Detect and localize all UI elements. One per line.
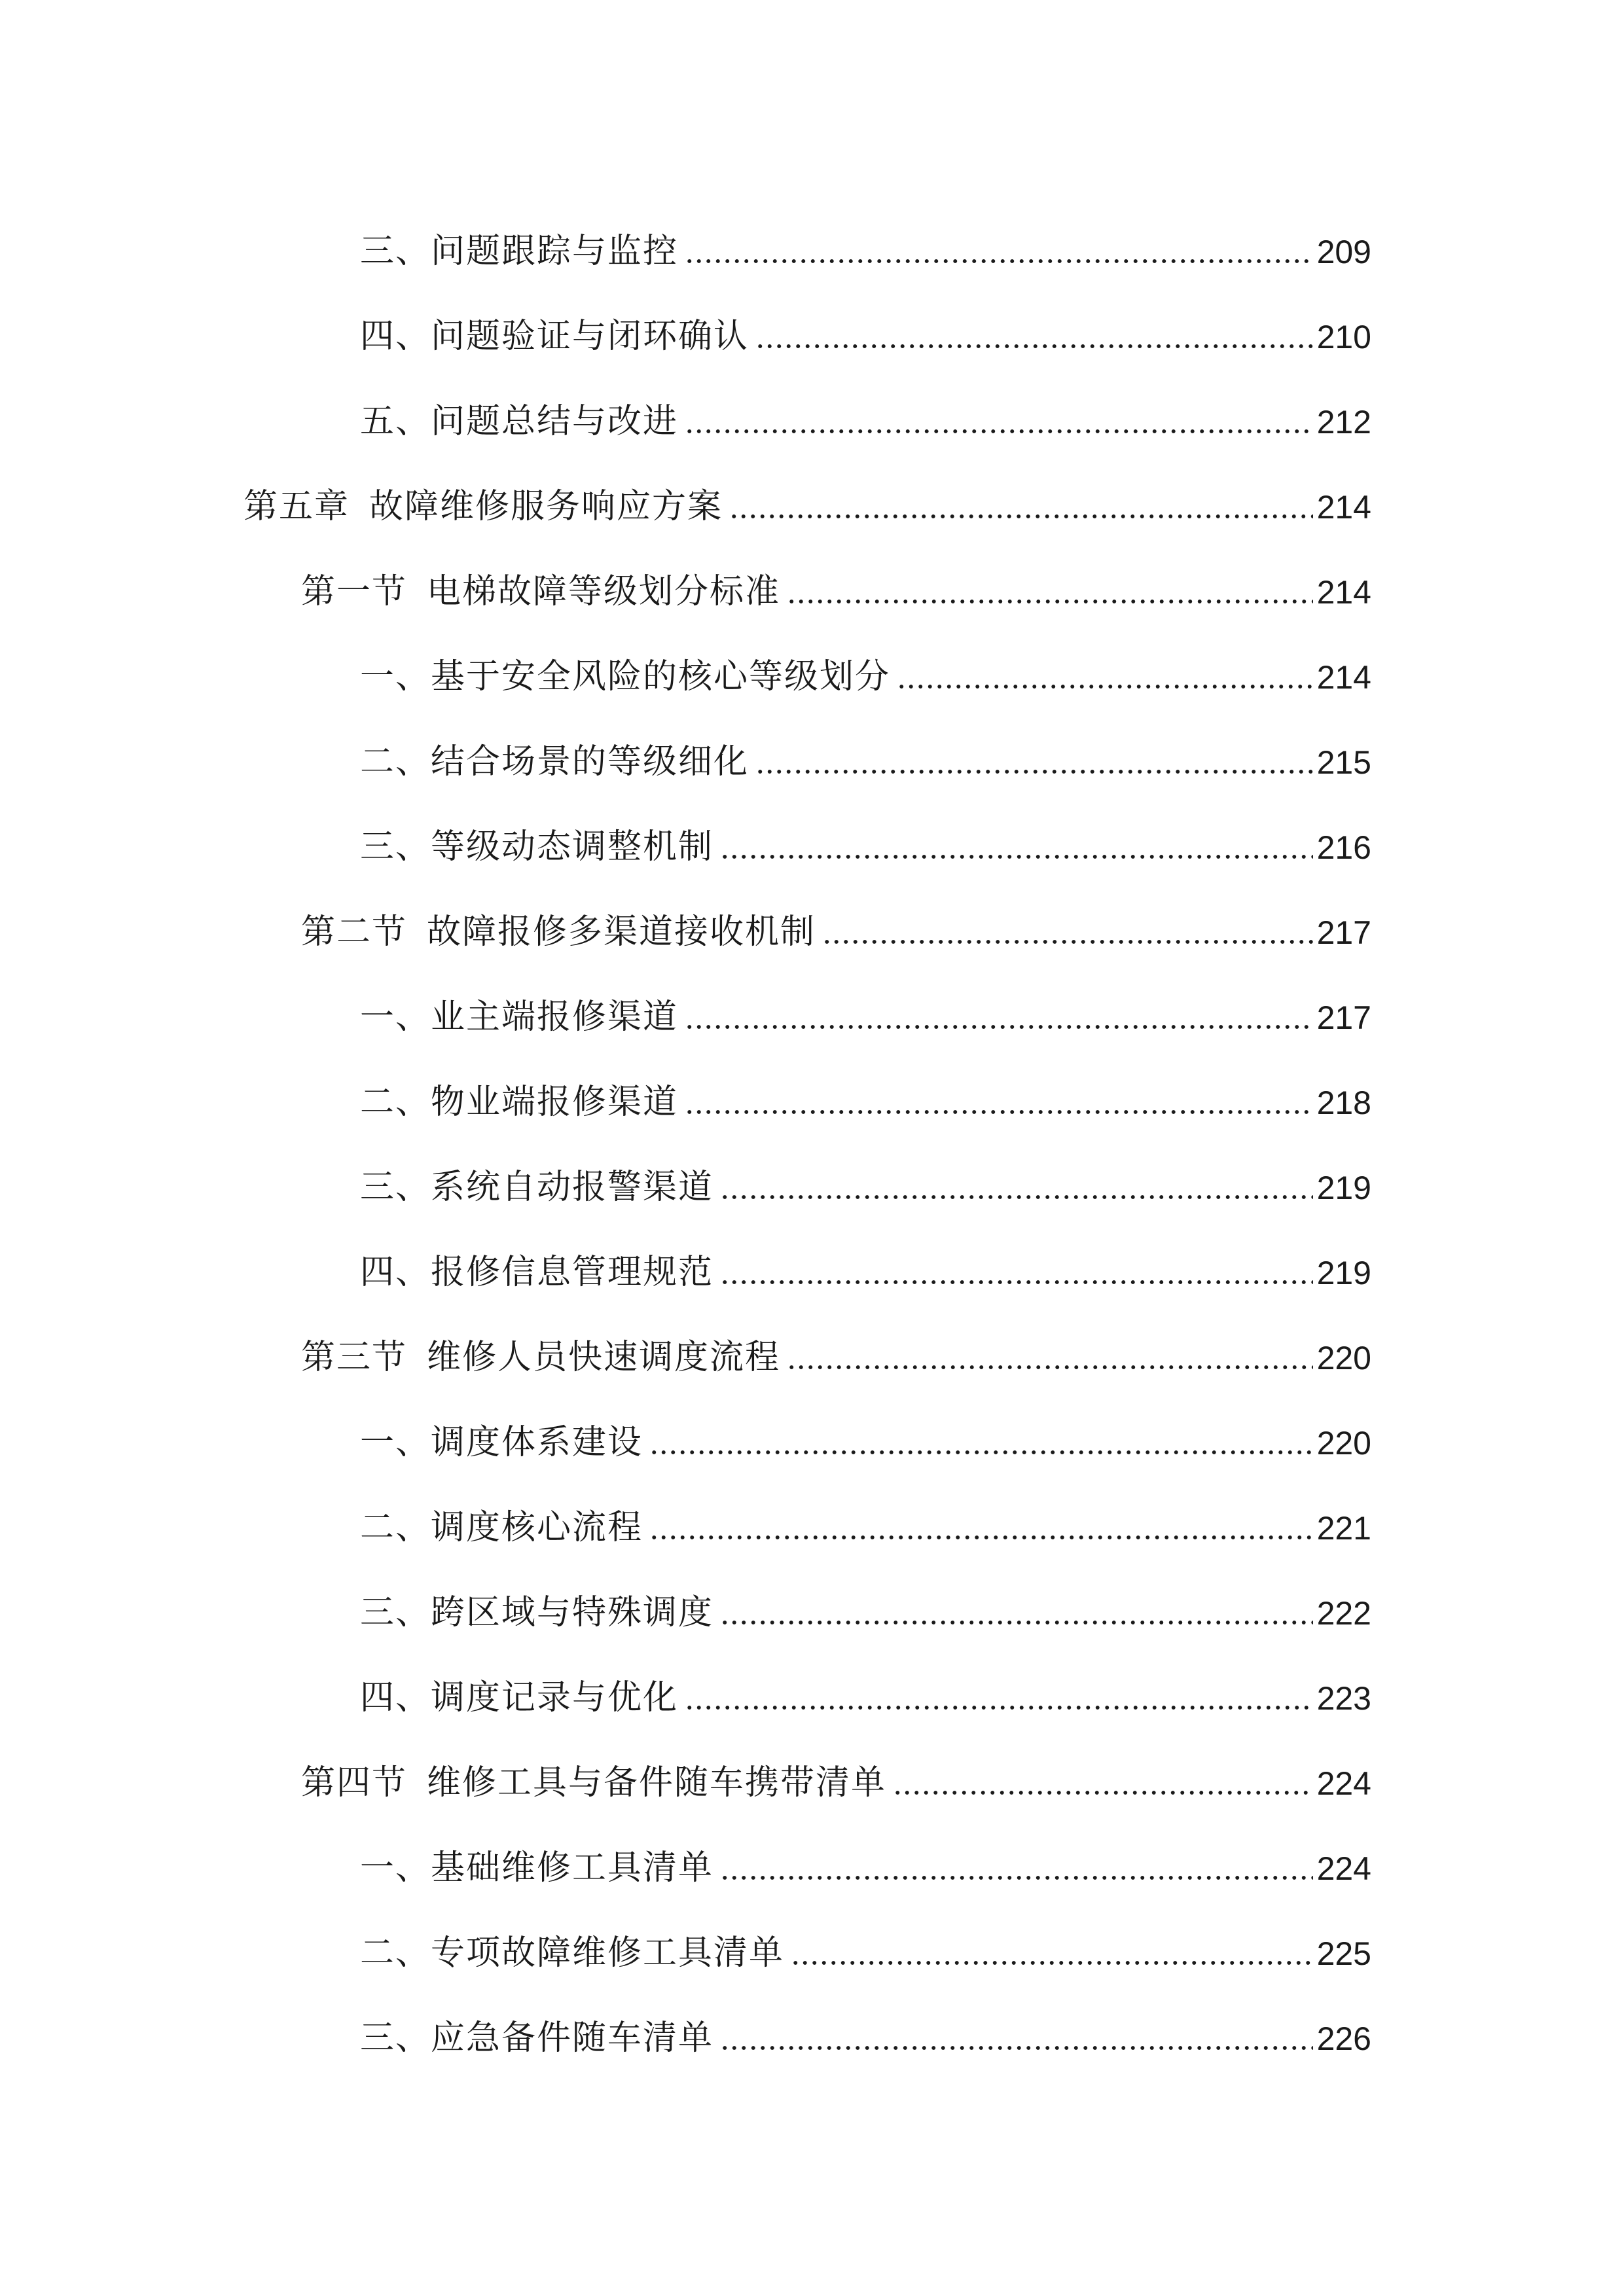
toc-entry-number: 四、 <box>360 1678 431 1717</box>
toc-entry-text: 调度核心流程 <box>431 1508 643 1547</box>
toc-dot-leader <box>893 1789 1313 1796</box>
toc-entry[interactable] <box>360 1820 1371 1888</box>
toc-dot-leader <box>787 1364 1313 1371</box>
toc-entry-text: 业主端报修渠道 <box>431 997 679 1037</box>
toc-page-number: 214 <box>1316 574 1371 611</box>
toc-entry[interactable] <box>360 969 1371 1037</box>
toc-entry-title <box>360 742 755 781</box>
toc-entry-title <box>360 1168 720 1207</box>
toc-page-number: 221 <box>1316 1510 1371 1547</box>
toc-entry-text: 电梯故障等级划分标准 <box>427 572 781 611</box>
toc-entry-text: 物业端报修渠道 <box>431 1083 679 1122</box>
toc-entry-text: 系统自动报警渠道 <box>431 1168 714 1207</box>
toc-dot-leader <box>649 1449 1313 1456</box>
toc-chapter-number: 第五章 <box>244 487 350 526</box>
toc-entry-text: 维修人员快速调度流程 <box>427 1338 781 1377</box>
toc-entry-text: 基础维修工具清单 <box>431 1848 714 1888</box>
toc-dot-leader <box>720 1874 1313 1881</box>
toc-page-number: 215 <box>1316 744 1371 781</box>
toc-dot-leader <box>685 1109 1313 1115</box>
toc-dot-leader <box>755 768 1313 775</box>
toc-entry[interactable] <box>360 1905 1371 1973</box>
toc-page-number: 214 <box>1316 659 1371 696</box>
toc-entry[interactable] <box>360 373 1371 439</box>
toc-section-entry[interactable] <box>301 543 1371 609</box>
toc-entry-title <box>244 487 729 526</box>
toc-entry-text: 调度记录与优化 <box>431 1678 679 1717</box>
toc-dot-leader <box>755 343 1313 350</box>
toc-page-number: 224 <box>1316 1765 1371 1802</box>
toc-page-number: 222 <box>1316 1595 1371 1632</box>
toc-dot-leader <box>720 1619 1313 1626</box>
toc-entry-text: 跨区域与特殊调度 <box>431 1593 714 1632</box>
toc-page-number: 225 <box>1316 1935 1371 1972</box>
toc-page-number: 216 <box>1316 829 1371 866</box>
toc-entry-number: 五、 <box>360 402 431 441</box>
toc-entry-number: 二、 <box>360 1508 431 1547</box>
toc-dot-leader <box>720 853 1313 860</box>
toc-section-number: 第三节 <box>301 1338 408 1377</box>
toc-entry-number: 三、 <box>360 1593 431 1632</box>
toc-entry-text: 调度体系建设 <box>431 1423 643 1462</box>
toc-entry-title <box>360 1423 649 1462</box>
toc-section-number: 第四节 <box>301 1763 408 1803</box>
toc-dot-leader <box>729 513 1313 520</box>
toc-entry-number: 一、 <box>360 1848 431 1888</box>
toc-page-number: 224 <box>1316 1850 1371 1887</box>
toc-entry-number: 四、 <box>360 1253 431 1292</box>
toc-entry-title <box>360 1508 649 1547</box>
toc-entry-title <box>360 1253 720 1292</box>
toc-entry-title <box>360 1083 685 1122</box>
toc-dot-leader <box>791 1960 1313 1966</box>
toc-entry[interactable] <box>360 628 1371 694</box>
toc-dot-leader <box>822 939 1313 945</box>
toc-entry-title <box>360 1848 720 1888</box>
toc-entry-number: 三、 <box>360 827 431 867</box>
toc-entry-title <box>301 1763 893 1803</box>
toc-page-number: 218 <box>1316 1085 1371 1121</box>
toc-page-number: 210 <box>1316 319 1371 355</box>
toc-entry-title <box>360 1678 685 1717</box>
toc-page-number: 209 <box>1316 234 1371 270</box>
toc-entry-title <box>301 912 822 952</box>
toc-dot-leader <box>720 1194 1313 1200</box>
toc-entry[interactable] <box>360 713 1371 779</box>
toc-dot-leader <box>685 1704 1313 1711</box>
toc-page-number: 220 <box>1316 1425 1371 1462</box>
toc-entry-title <box>301 572 787 611</box>
toc-entry-title <box>301 1338 787 1377</box>
toc-dot-leader <box>897 683 1313 690</box>
toc-entry-number: 一、 <box>360 1423 431 1462</box>
toc-entry-text: 维修工具与备件随车携带清单 <box>427 1763 887 1803</box>
toc-entry[interactable] <box>360 1990 1371 2058</box>
toc-dot-leader <box>685 428 1313 435</box>
toc-entry-number: 四、 <box>360 317 431 356</box>
toc-entry-title <box>360 1933 791 1973</box>
toc-entry-title <box>360 997 685 1037</box>
toc-entry-text: 问题验证与闭环确认 <box>431 317 749 356</box>
toc-entry-title <box>360 232 685 271</box>
toc-dot-leader <box>685 1024 1313 1030</box>
toc-page-number: 223 <box>1316 1680 1371 1717</box>
toc-entry[interactable] <box>360 1054 1371 1122</box>
toc-page-number: 219 <box>1316 1255 1371 1291</box>
toc-entry[interactable] <box>360 1479 1371 1545</box>
toc-entry-text: 等级动态调整机制 <box>431 827 714 867</box>
toc-section-entry[interactable] <box>301 1734 1371 1803</box>
toc-entry-text: 专项故障维修工具清单 <box>431 1933 785 1973</box>
toc-entry[interactable] <box>360 1224 1371 1292</box>
toc-chapter-entry[interactable] <box>244 458 1371 524</box>
toc-entry-title <box>360 1593 720 1632</box>
toc-entry[interactable] <box>360 1394 1371 1460</box>
toc-page-number: 212 <box>1316 404 1371 440</box>
toc-entry-text: 故障维修服务响应方案 <box>369 487 723 526</box>
toc-section-number: 第一节 <box>301 572 408 611</box>
toc-entry-number: 二、 <box>360 742 431 781</box>
toc-entry-number: 二、 <box>360 1083 431 1122</box>
toc-entry[interactable] <box>360 203 1371 271</box>
toc-entry-text: 应急备件随车清单 <box>431 2018 714 2058</box>
toc-entry[interactable] <box>360 798 1371 867</box>
toc-entry-number: 三、 <box>360 1168 431 1207</box>
toc-entry-text: 问题跟踪与监控 <box>431 232 679 271</box>
toc-entry-title <box>360 2018 720 2058</box>
toc-entry[interactable] <box>360 288 1371 356</box>
toc-entry[interactable] <box>360 1649 1371 1715</box>
toc-entry-text: 结合场景的等级细化 <box>431 742 749 781</box>
toc-entry[interactable] <box>360 1564 1371 1630</box>
toc-page-number: 226 <box>1316 2020 1371 2057</box>
toc-dot-leader <box>649 1534 1313 1541</box>
toc-section-entry[interactable] <box>301 1309 1371 1377</box>
toc-page-number: 217 <box>1316 914 1371 951</box>
toc-entry-number: 二、 <box>360 1933 431 1973</box>
toc-entry-text: 报修信息管理规范 <box>431 1253 714 1292</box>
toc-page-number: 217 <box>1316 999 1371 1036</box>
toc-entry-text: 问题总结与改进 <box>431 402 679 441</box>
toc-entry[interactable] <box>360 1139 1371 1207</box>
toc-page-number: 219 <box>1316 1170 1371 1206</box>
toc-entry-text: 基于安全风险的核心等级划分 <box>431 657 891 696</box>
toc-entry-text: 故障报修多渠道接收机制 <box>427 912 816 952</box>
toc-entry-title <box>360 657 897 696</box>
toc-dot-leader <box>720 1279 1313 1285</box>
toc-dot-leader <box>787 598 1313 605</box>
toc-entry-number: 三、 <box>360 2018 431 2058</box>
toc-entry-title <box>360 317 755 356</box>
toc-entry-number: 三、 <box>360 232 431 271</box>
toc-page-number: 214 <box>1316 489 1371 526</box>
toc-dot-leader <box>685 258 1313 264</box>
toc-entry-number: 一、 <box>360 997 431 1037</box>
toc-entry-title <box>360 827 720 867</box>
toc-section-number: 第二节 <box>301 912 408 952</box>
toc-section-entry[interactable] <box>301 884 1371 952</box>
toc-entry-title <box>360 404 685 439</box>
toc-dot-leader <box>720 2045 1313 2051</box>
toc-entry-number: 一、 <box>360 657 431 696</box>
toc-page-number: 220 <box>1316 1340 1371 1376</box>
